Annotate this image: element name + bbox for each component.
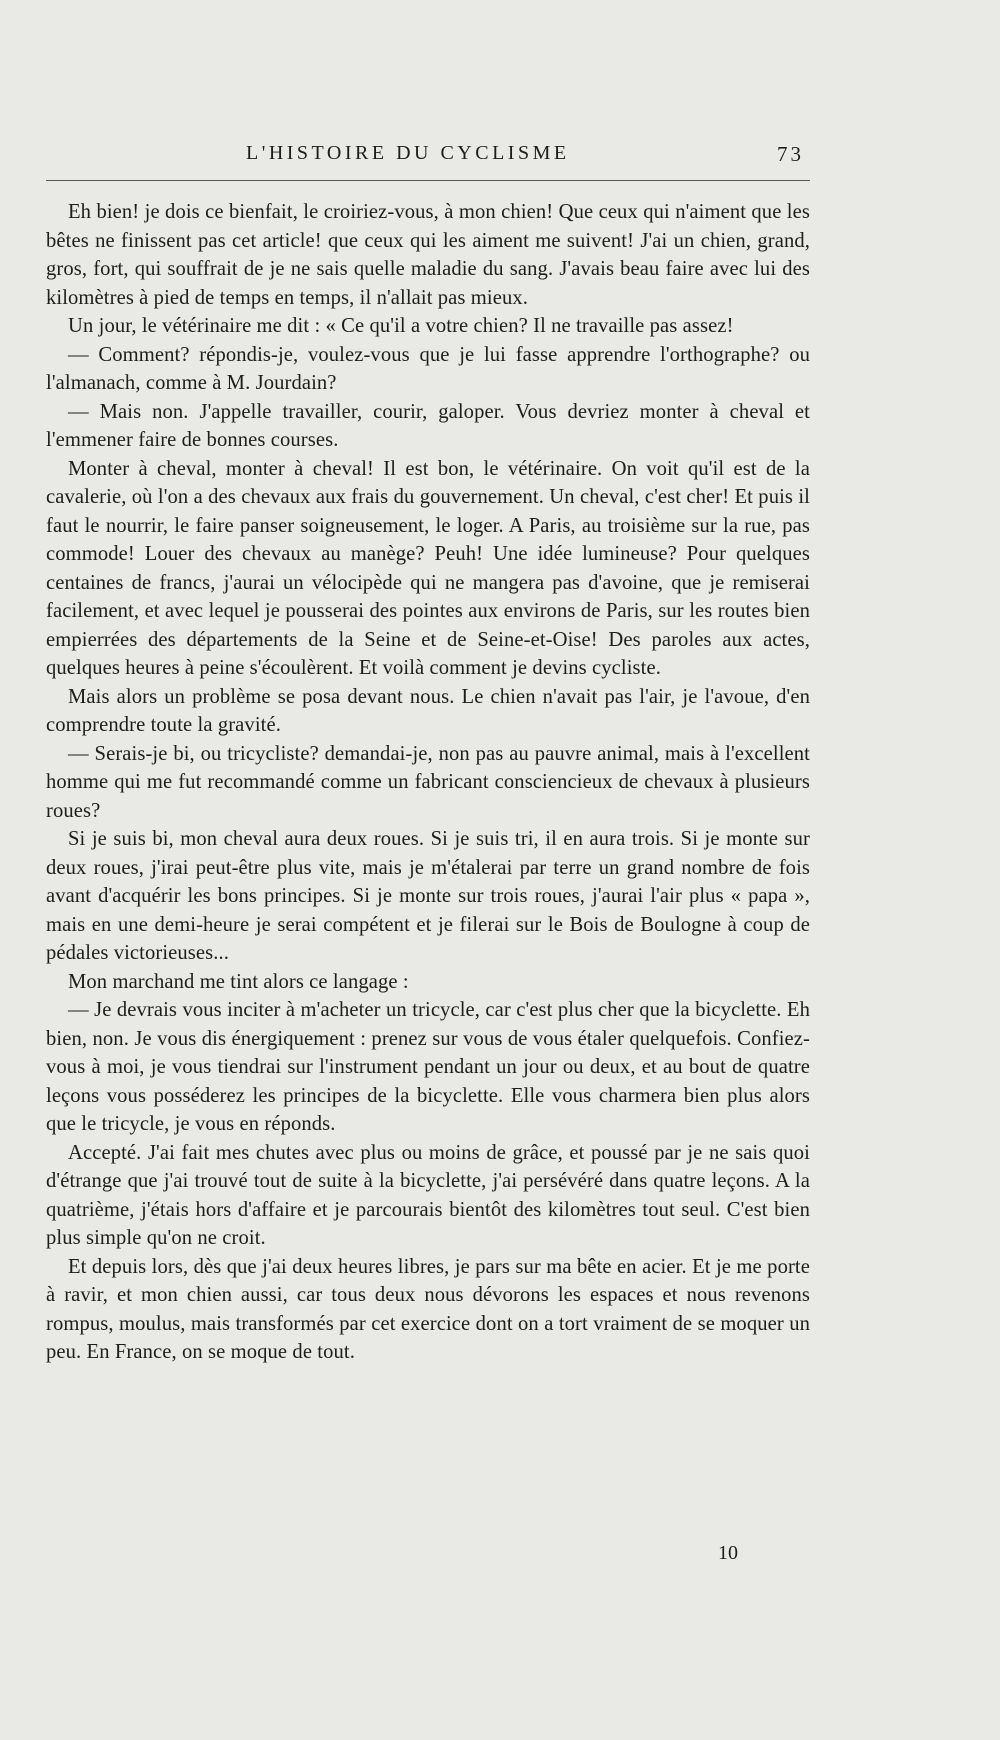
- paragraph: Monter à cheval, monter à cheval! Il est bon, le vétérinaire. On voit qu'il est de la cavalerie, où l'on a des chevaux aux frais du gouvernement. Un cheval, c'est cher! Et puis il faut le nourrir, le faire panser soigneusement, le loger. A Paris, au troisième sur la rue, pas commode! Louer des chevaux au manège? Peuh! Une idée lumineuse? Pour quelques centaines de francs, j'aurai un vélocipède qui ne mangera pas d'avoine, que je remiserai facilement, et avec lequel je pousserai des pointes aux environs de Paris, sur les routes bien empierrées des départements de la Seine et de Seine-et-Oise! Des paroles aux actes, quelques heures à peine s'écoulèrent. Et voilà comment je devins cycliste.: [46, 457, 810, 679]
- paragraph: — Comment? répondis-je, voulez-vous que je lui fasse apprendre l'orthographe? ou l'almanach, comme à M. Jourdain?: [46, 343, 810, 394]
- paragraph: Un jour, le vétérinaire me dit : « Ce qu'il a votre chien? Il ne travaille pas assez!: [68, 315, 734, 337]
- paragraph: Et depuis lors, dès que j'ai deux heures libres, je pars sur ma bête en acier. Et je me porte à ravir, et mon chien aussi, car tous deux nous dévorons les espaces et nous revenons rompus, moulus, mais transformés par cet exercice dont on a tort vraiment de se moquer un peu. En France, on se moque de tout.: [46, 1255, 810, 1363]
- body-text: [46, 198, 810, 1367]
- paragraph: Accepté. J'ai fait mes chutes avec plus ou moins de grâce, et poussé par je ne sais quoi d'étrange que j'ai trouvé tout de suite à la bicyclette, j'ai persévéré dans quatre leçons. A la quatrième, j'étais hors d'affaire et je parcourais bientôt des kilomètres tout seul. C'est bien plus simple qu'on ne croit.: [46, 1141, 810, 1249]
- paragraph: Mais alors un problème se posa devant nous. Le chien n'avait pas l'air, je l'avoue, d'en comprendre toute la gravité.: [46, 685, 810, 736]
- running-title: L'HISTOIRE DU CYCLISME: [246, 142, 570, 164]
- page-number: 73: [777, 142, 804, 166]
- signature-mark: 10: [718, 1542, 738, 1564]
- page-header: [46, 140, 810, 181]
- paragraph: Mon marchand me tint alors ce langage :: [68, 970, 409, 993]
- paragraph: — Je devrais vous inciter à m'acheter un tricycle, car c'est plus cher que la bicyclette. Eh bien, non. Je vous dis énergiquement : prenez sur vous de vous étaler quelquefois. Confiez-vous à moi, je vous tiendrai sur l'instrument pendant un jour ou deux, et au bout de quatre leçons vous posséderez les principes de la bicyclette. Elle vous charmera bien plus alors que le tricycle, je vous en réponds.: [46, 999, 810, 1135]
- paragraph: — Serais-je bi, ou tricycliste? demandai-je, non pas au pauvre animal, mais à l'excellent homme qui me fut recommandé comme un fabricant consciencieux de chevaux à plusieurs roues?: [46, 742, 810, 822]
- paragraph: — Mais non. J'appelle travailler, courir, galoper. Vous devriez monter à cheval et l'emmener faire de bonnes courses.: [46, 400, 810, 451]
- paragraph: Eh bien! je dois ce bienfait, le croiriez-vous, à mon chien! Que ceux qui n'aiment que les bêtes ne finissent pas cet article! que ceux qui les aiment me suivent! J'ai un chien, grand, gros, fort, qui souffrait de je ne sais quelle maladie du sang. J'avais beau faire avec lui des kilomètres à pied de temps en temps, il n'allait pas mieux.: [46, 201, 810, 309]
- paragraph: Si je suis bi, mon cheval aura deux roues. Si je suis tri, il en aura trois. Si je monte sur deux roues, j'irai peut-être plus vite, mais je m'étalerai par terre un grand nombre de fois avant d'acquérir les bons principes. Si je monte sur trois roues, j'aurai l'air plus « papa », mais en une demi-heure je serai compétent et je filerai sur le Bois de Boulogne à coup de pédales victorieuses...: [46, 828, 810, 964]
